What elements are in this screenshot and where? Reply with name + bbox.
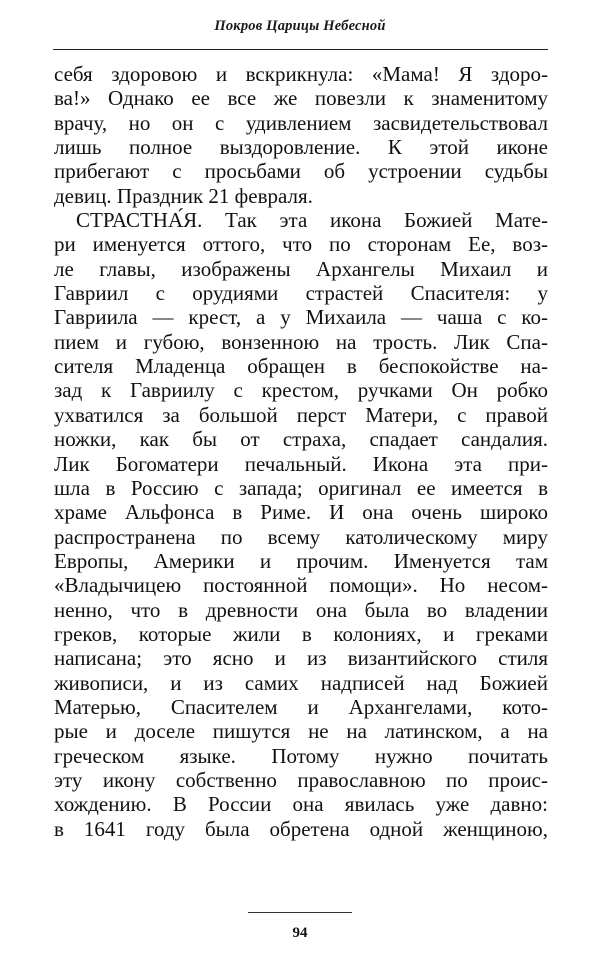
text-line: лишь полное выздоровление. К этой иконе: [54, 135, 548, 160]
text-line: ле главы, изображены Архангелы Михаил и: [54, 256, 548, 281]
text-line: ва!» Однако ее все же повезли к знаменитому: [54, 86, 548, 111]
text-line: распространена по всему католическому миру: [54, 524, 548, 549]
text-line: зад к Гавриилу с крестом, ручками Он робко: [54, 378, 548, 403]
text-line: греков, которые жили в колониях, и греками: [54, 621, 548, 646]
text-line: шла в Россию с запада; оригинал ее имеется в: [54, 475, 548, 500]
footer-rule-divider: [248, 912, 352, 913]
text-line: эту икону собственно православною по проис-: [54, 767, 548, 792]
text-line: «Владычицею постоянной помощи». Но несом-: [54, 573, 548, 598]
text-line: храме Альфонса в Риме. И она очень широко: [54, 500, 548, 525]
text-line: Гавриила — крест, а у Михаила — чаша с ко-: [54, 305, 548, 330]
text-line: Гавриил с орудиями страстей Спасителя: у: [54, 281, 548, 306]
text-line: греческом языке. Потому нужно почитать: [54, 743, 548, 768]
text-line: врачу, но он с удивлением засвидетельствовал: [54, 110, 548, 135]
text-line: в 1641 году была обретена одной женщиною,: [54, 816, 548, 841]
text-line: ухватился за большой перст Матери, с правой: [54, 402, 548, 427]
text-line: СТРАСТНА́Я. Так эта икона Божией Мате-: [76, 208, 548, 233]
page-number: 94: [292, 925, 308, 941]
text-line: пием и губою, вонзенною на трость. Лик Спа-: [54, 329, 548, 354]
text-line: хождению. В России она явилась уже давно:: [54, 792, 548, 817]
text-line: Лик Богоматери печальный. Икона эта при-: [54, 451, 548, 476]
text-line: ненно, что в древности она была во владении: [54, 597, 548, 622]
text-line: ножки, как бы от страха, спадает сандалия.: [54, 427, 548, 452]
paragraph-strastnaya: [54, 208, 548, 841]
text-line: написана; это ясно и из византийского стиля: [54, 646, 548, 671]
body-text: [54, 62, 548, 841]
paragraph-continued: [54, 62, 548, 208]
text-line: прибегают с просьбами об устроении судьбы: [54, 159, 548, 184]
text-line: Матерью, Спасителем и Архангелами, кото-: [54, 694, 548, 719]
text-line: ри именуется оттого, что по сторонам Ее, воз-: [54, 232, 548, 257]
running-head-title: Покров Царицы Небесной: [214, 18, 386, 34]
text-line: живописи, и из самих надписей над Божией: [54, 670, 548, 695]
text-line: себя здоровою и вскрикнула: «Мама! Я здоро-: [54, 62, 548, 86]
header-rule-divider: [53, 49, 548, 50]
text-line: сителя Младенца обращен в беспокойстве на-: [54, 354, 548, 379]
text-line: девиц. Праздник 21 февраля.: [54, 183, 313, 208]
text-line: рые и доселе пишутся не на латинском, а на: [54, 719, 548, 744]
text-line: Европы, Америки и прочим. Именуется там: [54, 548, 548, 573]
